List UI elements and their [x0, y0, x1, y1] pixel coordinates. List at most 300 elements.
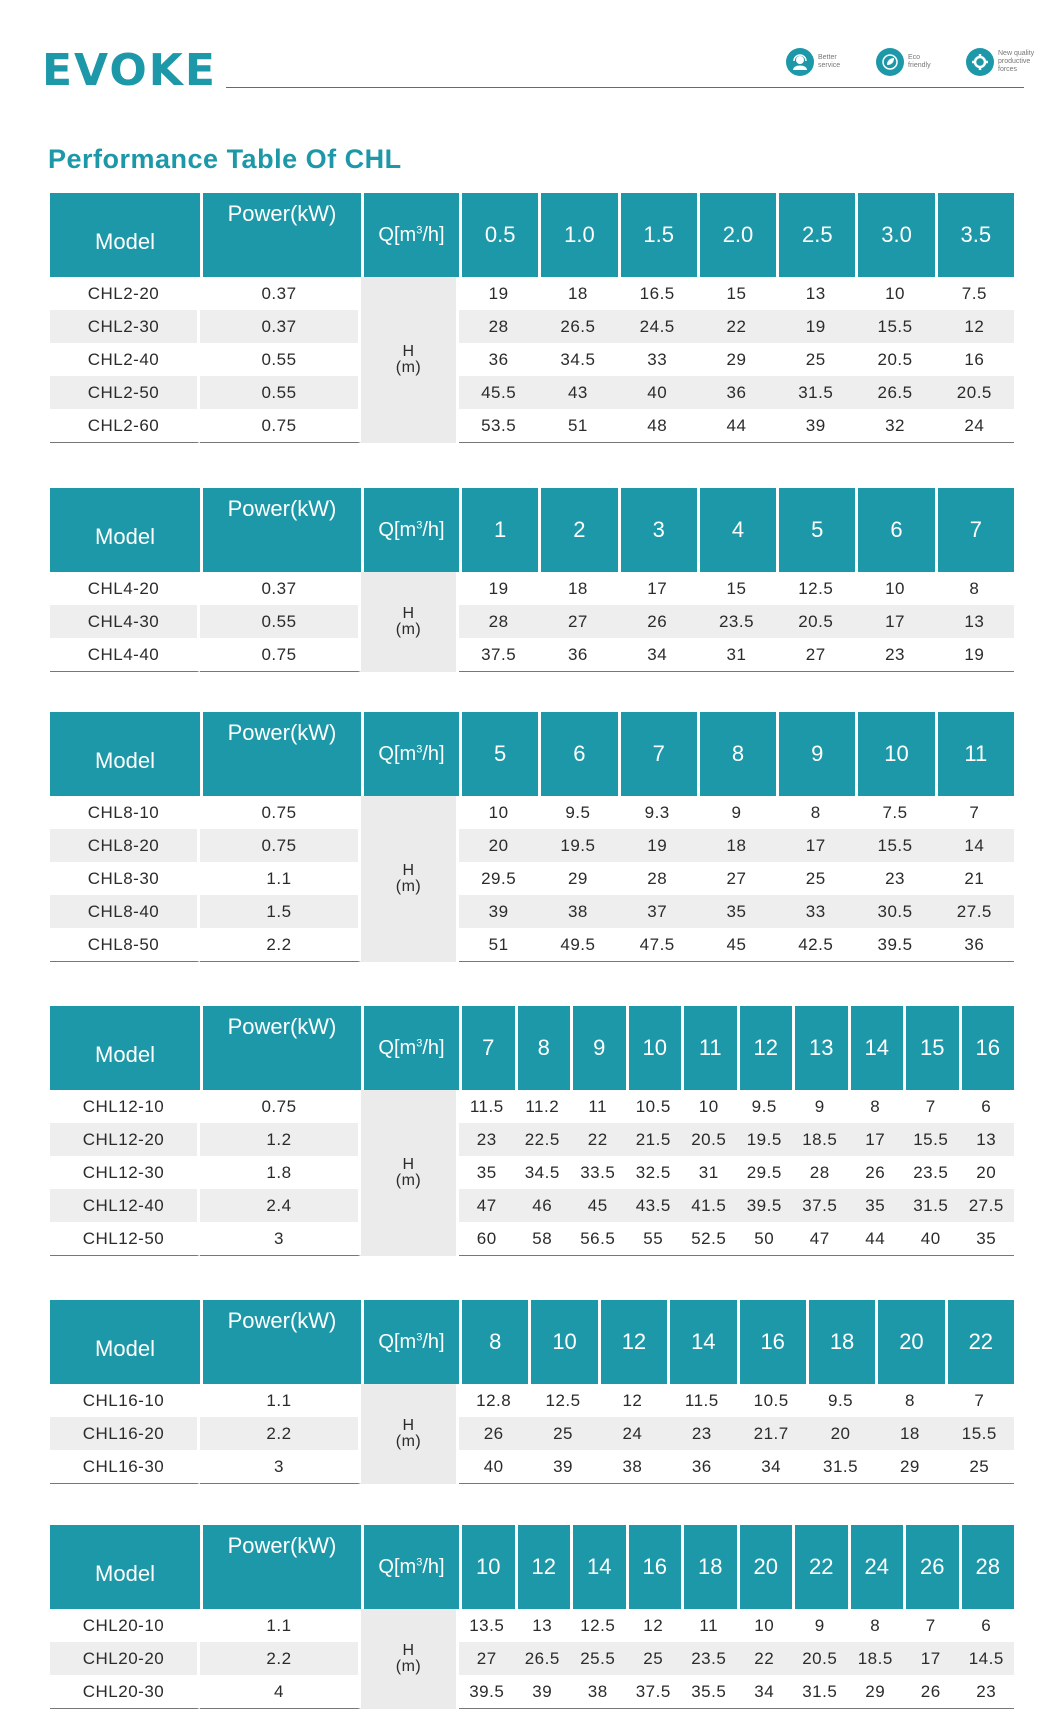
head-value-cell: 9 [731, 802, 742, 822]
head-value-cell: 22 [697, 310, 776, 343]
head-value-cell: 18.5 [792, 1123, 848, 1156]
head-value-cell: 17 [776, 829, 855, 862]
head-value-cell: 21.5 [626, 1123, 682, 1156]
head-value-cell: 43.5 [626, 1189, 682, 1222]
table-row [50, 895, 1014, 928]
head-value-cell: 17 [647, 578, 668, 598]
head-value-cell: 26 [618, 605, 697, 638]
table-header-row [50, 1525, 1014, 1609]
model-cell: CHL20-30 [50, 1675, 200, 1709]
head-value-cell: 19 [935, 638, 1014, 672]
head-value-cell: 29 [726, 349, 747, 369]
table-row [50, 1450, 1014, 1484]
flow-value-header: 16 [626, 1525, 682, 1609]
head-value-cell: 48 [618, 409, 697, 443]
head-value-cell: 23 [667, 1417, 736, 1450]
table-row [50, 1189, 1014, 1222]
power-cell: 1.5 [200, 895, 361, 928]
power-cell: 0.75 [200, 409, 361, 443]
head-value-cell: 46 [515, 1189, 571, 1222]
head-value-cell: 8 [810, 802, 821, 822]
model-cell: CHL12-30 [50, 1156, 200, 1189]
performance-table [50, 193, 1014, 443]
head-value-cell: 39.5 [855, 928, 934, 962]
head-value-cell: 39 [528, 1450, 597, 1484]
head-unit-cell [361, 1609, 459, 1709]
power-header: Power(kW) [200, 712, 361, 796]
head-value-cell: 10.5 [753, 1390, 789, 1410]
flow-value-header: 1 [459, 488, 538, 572]
header-badges [786, 48, 1042, 76]
head-value-cell: 47 [459, 1189, 515, 1222]
table-row [50, 1675, 1014, 1709]
head-value-cell: 40 [903, 1222, 959, 1256]
head-value-cell: 21.7 [737, 1417, 806, 1450]
head-value-cell: 47.5 [618, 928, 697, 962]
head-value-cell: 45 [697, 928, 776, 962]
head-value-cell: 45 [570, 1189, 626, 1222]
model-cell: CHL12-40 [50, 1189, 200, 1222]
header-divider [226, 87, 1024, 88]
flow-value-header: 1.5 [618, 193, 697, 277]
head-value-cell: 9.3 [644, 802, 670, 822]
head-value-cell: 34.5 [560, 349, 596, 369]
flow-value-header: 5 [459, 712, 538, 796]
head-unit-cell [361, 277, 459, 443]
head-value-cell: 18 [567, 283, 588, 303]
flow-header-suffix: /h] [422, 1036, 445, 1059]
head-value-cell: 25 [805, 349, 826, 369]
head-value-cell: 26.5 [855, 376, 934, 409]
head-value-cell: 34 [618, 638, 697, 672]
flow-value-header: 11 [935, 712, 1014, 796]
head-value-cell: 29.5 [746, 1162, 782, 1182]
flow-value-header: 8 [697, 712, 776, 796]
head-value-cell: 11.2 [525, 1096, 560, 1116]
head-value-cell: 28 [459, 310, 538, 343]
power-header: Power(kW) [200, 488, 361, 572]
head-value-cell: 31.5 [903, 1189, 959, 1222]
evoke-logo: EVOKE [42, 45, 217, 96]
head-value-cell: 24.5 [618, 310, 697, 343]
head-value-cell: 34 [737, 1675, 793, 1709]
head-value-cell: 11 [588, 1096, 608, 1116]
table-header-row [50, 488, 1014, 572]
badge-better-service [786, 48, 862, 76]
head-value-cell: 27 [776, 638, 855, 672]
flow-header-suffix: /h] [422, 742, 445, 765]
head-value-cell: 7 [969, 802, 980, 822]
model-header: Model [50, 193, 200, 277]
head-value-cell: 34.5 [524, 1162, 560, 1182]
head-value-cell: 9.5 [827, 1390, 854, 1410]
head-value-cell: 15.5 [945, 1417, 1014, 1450]
flow-header-exponent: 3 [416, 1330, 423, 1343]
flow-value-header: 3.0 [855, 193, 934, 277]
head-value-cell: 40 [459, 1450, 528, 1484]
head-value-cell: 12.5 [798, 578, 834, 598]
head-value-cell: 10 [488, 802, 509, 822]
model-cell: CHL12-20 [50, 1123, 200, 1156]
power-header: Power(kW) [200, 1006, 361, 1090]
model-cell: CHL2-30 [50, 310, 200, 343]
flow-value-header: 7 [459, 1006, 515, 1090]
badge-new-quality [966, 48, 1042, 76]
flow-header-exponent: 3 [416, 518, 423, 531]
flow-value-header: 18 [806, 1300, 875, 1384]
head-value-cell: 36 [935, 928, 1014, 962]
head-value-cell: 50 [737, 1222, 793, 1256]
model-cell: CHL12-50 [50, 1222, 200, 1256]
head-value-cell: 20.5 [792, 1642, 848, 1675]
head-value-cell: 15 [726, 578, 747, 598]
head-value-cell: 36 [667, 1450, 736, 1484]
head-value-cell: 45.5 [459, 376, 538, 409]
model-cell: CHL12-10 [50, 1090, 200, 1123]
head-value-cell: 35.5 [681, 1675, 737, 1709]
head-value-cell: 12 [643, 1615, 664, 1635]
table-row [50, 1123, 1014, 1156]
head-value-cell: 39 [776, 409, 855, 443]
model-cell: CHL2-20 [50, 277, 200, 310]
power-cell: 0.55 [200, 343, 361, 376]
table-row [50, 376, 1014, 409]
head-value-cell: 29 [848, 1675, 904, 1709]
head-value-cell: 7 [925, 1615, 936, 1635]
head-value-cell: 26.5 [538, 310, 617, 343]
head-value-cell: 15.5 [855, 829, 934, 862]
table-header-row [50, 1300, 1014, 1384]
power-cell: 1.1 [200, 862, 361, 895]
model-cell: CHL8-40 [50, 895, 200, 928]
head-value-cell: 43 [538, 376, 617, 409]
power-cell: 1.8 [200, 1156, 361, 1189]
flow-header [361, 1525, 459, 1609]
table-row [50, 310, 1014, 343]
flow-value-header: 18 [681, 1525, 737, 1609]
head-value-cell: 9.5 [751, 1096, 777, 1116]
flow-value-header: 14 [667, 1300, 736, 1384]
head-value-cell: 38 [598, 1450, 667, 1484]
head-value-cell: 27 [538, 605, 617, 638]
head-value-cell: 56.5 [570, 1222, 626, 1256]
head-value-cell: 10 [885, 578, 905, 598]
head-value-cell: 35 [959, 1222, 1015, 1256]
head-value-cell: 26 [903, 1675, 959, 1709]
table-row [50, 638, 1014, 672]
head-value-cell: 17 [848, 1123, 904, 1156]
head-value-cell: 7 [974, 1390, 985, 1410]
head-value-cell: 16.5 [639, 283, 675, 303]
head-value-cell: 13.5 [469, 1615, 505, 1635]
head-value-cell: 52.5 [681, 1222, 737, 1256]
head-value-cell: 15.5 [903, 1123, 959, 1156]
table-row [50, 343, 1014, 376]
head-value-cell: 8 [904, 1390, 915, 1410]
head-value-cell: 15 [726, 283, 747, 303]
head-value-cell: 49.5 [538, 928, 617, 962]
power-cell: 0.37 [200, 277, 361, 310]
table-header-row [50, 712, 1014, 796]
head-value-cell: 32.5 [635, 1162, 671, 1182]
head-value-cell: 51 [459, 928, 538, 962]
head-value-cell: 13 [805, 283, 826, 303]
model-cell: CHL4-20 [50, 572, 200, 605]
model-cell: CHL8-10 [50, 796, 200, 829]
head-value-cell: 36 [538, 638, 617, 672]
head-value-cell: 31.5 [792, 1675, 848, 1709]
model-header: Model [50, 1006, 200, 1090]
head-value-cell: 11 [699, 1615, 719, 1635]
table-row [50, 1222, 1014, 1256]
power-cell: 0.75 [200, 1090, 361, 1123]
head-value-cell: 60 [459, 1222, 515, 1256]
head-value-cell: 41.5 [681, 1189, 737, 1222]
model-header: Model [50, 1525, 200, 1609]
head-value-cell: 23.5 [697, 605, 776, 638]
head-value-cell: 19 [488, 283, 509, 303]
flow-value-header: 24 [848, 1525, 904, 1609]
head-value-cell: 31 [697, 638, 776, 672]
head-value-cell: 27.5 [959, 1189, 1015, 1222]
head-value-cell: 10 [754, 1615, 775, 1635]
head-value-cell: 29 [875, 1450, 944, 1484]
model-header: Model [50, 488, 200, 572]
head-value-cell: 31.5 [776, 376, 855, 409]
flow-value-header: 4 [697, 488, 776, 572]
model-cell: CHL16-10 [50, 1384, 200, 1417]
head-value-cell: 11.5 [469, 1096, 504, 1116]
head-value-cell: 20.5 [681, 1123, 737, 1156]
power-cell: 3 [200, 1450, 361, 1484]
head-value-cell: 25.5 [570, 1642, 626, 1675]
head-value-cell: 28 [647, 868, 668, 888]
head-value-cell: 23.5 [913, 1162, 949, 1182]
table-row [50, 1090, 1014, 1123]
head-value-cell: 37.5 [626, 1675, 682, 1709]
model-cell: CHL2-60 [50, 409, 200, 443]
head-value-cell: 14.5 [959, 1642, 1015, 1675]
head-value-cell: 42.5 [776, 928, 855, 962]
head-value-cell: 27.5 [935, 895, 1014, 928]
head-value-cell: 23.5 [681, 1642, 737, 1675]
model-header: Model [50, 712, 200, 796]
head-value-cell: 19 [776, 310, 855, 343]
head-value-cell: 14 [935, 829, 1014, 862]
head-value-cell: 29.5 [481, 868, 517, 888]
head-value-cell: 23 [459, 1123, 515, 1156]
table-row [50, 1384, 1014, 1417]
head-value-cell: 8 [870, 1615, 881, 1635]
flow-value-header: 7 [618, 712, 697, 796]
flow-value-header: 10 [626, 1006, 682, 1090]
head-value-cell: 36 [488, 349, 509, 369]
flow-value-header: 22 [945, 1300, 1014, 1384]
head-value-cell: 40 [618, 376, 697, 409]
head-value-cell: 35 [697, 895, 776, 928]
table-row [50, 1417, 1014, 1450]
head-value-cell: 37.5 [792, 1189, 848, 1222]
flow-header-exponent: 3 [416, 1555, 423, 1568]
flow-value-header: 2 [538, 488, 617, 572]
flow-value-header: 6 [855, 488, 934, 572]
power-cell: 0.55 [200, 376, 361, 409]
head-value-cell: 44 [848, 1222, 904, 1256]
head-value-cell: 10 [698, 1096, 719, 1116]
flow-value-header: 10 [528, 1300, 597, 1384]
head-value-cell: 9 [814, 1096, 825, 1116]
head-value-cell: 34 [737, 1450, 806, 1484]
power-cell: 2.2 [200, 1642, 361, 1675]
head-value-cell: 26 [459, 1417, 528, 1450]
flow-value-header: 12 [515, 1525, 571, 1609]
flow-value-header: 8 [459, 1300, 528, 1384]
flow-value-header: 8 [515, 1006, 571, 1090]
head-value-cell: 23 [855, 638, 934, 672]
badge-label: Eco friendly [908, 54, 931, 69]
flow-value-header: 2.0 [697, 193, 776, 277]
power-cell: 1.2 [200, 1123, 361, 1156]
flow-value-header: 9 [776, 712, 855, 796]
head-unit-label: H (m) [395, 1417, 422, 1450]
head-value-cell: 15.5 [855, 310, 934, 343]
head-value-cell: 19 [488, 578, 509, 598]
table-row [50, 928, 1014, 962]
power-cell: 0.37 [200, 572, 361, 605]
flow-value-header: 10 [459, 1525, 515, 1609]
head-value-cell: 27 [459, 1642, 515, 1675]
model-cell: CHL16-30 [50, 1450, 200, 1484]
flow-value-header: 12 [737, 1006, 793, 1090]
head-value-cell: 8 [969, 578, 980, 598]
head-value-cell: 13 [959, 1123, 1015, 1156]
head-unit-cell [361, 1384, 459, 1484]
head-value-cell: 26.5 [515, 1642, 571, 1675]
model-cell: CHL20-20 [50, 1642, 200, 1675]
head-value-cell: 32 [855, 409, 934, 443]
model-cell: CHL4-40 [50, 638, 200, 672]
head-value-cell: 28 [809, 1162, 830, 1182]
head-value-cell: 9.5 [565, 802, 591, 822]
head-value-cell: 16 [964, 349, 985, 369]
flow-value-header: 1.0 [538, 193, 617, 277]
head-value-cell: 6 [981, 1615, 992, 1635]
head-value-cell: 30.5 [855, 895, 934, 928]
power-cell: 1.1 [200, 1384, 361, 1417]
power-cell: 2.4 [200, 1189, 361, 1222]
power-cell: 0.37 [200, 310, 361, 343]
table-row [50, 572, 1014, 605]
performance-table [50, 488, 1014, 672]
badge-label: New quality productive forces [998, 50, 1035, 73]
head-value-cell: 17 [855, 605, 934, 638]
power-cell: 2.2 [200, 1417, 361, 1450]
head-value-cell: 18 [875, 1417, 944, 1450]
head-value-cell: 18 [697, 829, 776, 862]
flow-value-header: 22 [792, 1525, 848, 1609]
head-value-cell: 19.5 [737, 1123, 793, 1156]
flow-header [361, 193, 459, 277]
head-value-cell: 47 [792, 1222, 848, 1256]
head-value-cell: 25 [528, 1417, 597, 1450]
head-value-cell: 12 [935, 310, 1014, 343]
badge-eco-friendly [876, 48, 952, 76]
head-value-cell: 10.5 [635, 1096, 671, 1116]
model-header: Model [50, 1300, 200, 1384]
flow-header-exponent: 3 [416, 223, 423, 236]
table-row [50, 796, 1014, 829]
head-value-cell: 33 [647, 349, 668, 369]
head-value-cell: 26 [865, 1162, 886, 1182]
head-value-cell: 37 [618, 895, 697, 928]
table-row [50, 605, 1014, 638]
head-value-cell: 58 [515, 1222, 571, 1256]
head-value-cell: 53.5 [459, 409, 538, 443]
head-value-cell: 38 [538, 895, 617, 928]
page-title: Performance Table Of CHL [48, 144, 402, 174]
flow-header-prefix: Q[m [378, 223, 417, 246]
head-unit-cell [361, 1090, 459, 1256]
head-value-cell: 33 [776, 895, 855, 928]
head-value-cell: 33.5 [580, 1162, 616, 1182]
head-value-cell: 12 [622, 1390, 643, 1410]
performance-table [50, 1300, 1014, 1484]
head-value-cell: 25 [805, 868, 826, 888]
flow-header-exponent: 3 [416, 742, 423, 755]
head-value-cell: 7 [925, 1096, 936, 1116]
head-value-cell: 22 [570, 1123, 626, 1156]
power-cell: 3 [200, 1222, 361, 1256]
power-cell: 0.75 [200, 796, 361, 829]
table-header-row [50, 1006, 1014, 1090]
model-cell: CHL2-50 [50, 376, 200, 409]
flow-header-prefix: Q[m [378, 1036, 417, 1059]
head-unit-label: H (m) [395, 1156, 422, 1189]
head-value-cell: 22 [737, 1642, 793, 1675]
head-value-cell: 29 [567, 868, 588, 888]
flow-value-header: 28 [959, 1525, 1015, 1609]
flow-value-header: 10 [855, 712, 934, 796]
head-value-cell: 18 [567, 578, 588, 598]
head-value-cell: 35 [476, 1162, 497, 1182]
head-value-cell: 13 [532, 1615, 553, 1635]
head-value-cell: 19 [618, 829, 697, 862]
power-header: Power(kW) [200, 193, 361, 277]
head-value-cell: 37.5 [459, 638, 538, 672]
head-value-cell: 21 [964, 868, 985, 888]
flow-header-exponent: 3 [416, 1036, 423, 1049]
model-cell: CHL16-20 [50, 1417, 200, 1450]
head-value-cell: 55 [626, 1222, 682, 1256]
head-value-cell: 20.5 [935, 376, 1014, 409]
head-value-cell: 44 [697, 409, 776, 443]
head-value-cell: 19.5 [538, 829, 617, 862]
flow-header [361, 488, 459, 572]
model-cell: CHL20-10 [50, 1609, 200, 1642]
head-value-cell: 31.5 [806, 1450, 875, 1484]
head-value-cell: 35 [848, 1189, 904, 1222]
performance-table [50, 1006, 1014, 1256]
head-value-cell: 27 [726, 868, 747, 888]
power-cell: 0.55 [200, 605, 361, 638]
table-row [50, 277, 1014, 310]
flow-value-header: 20 [737, 1525, 793, 1609]
flow-header-prefix: Q[m [378, 742, 417, 765]
head-value-cell: 39.5 [737, 1189, 793, 1222]
badge-label: Better service [818, 54, 841, 69]
head-value-cell: 20 [976, 1162, 997, 1182]
head-value-cell: 12.8 [476, 1390, 512, 1410]
